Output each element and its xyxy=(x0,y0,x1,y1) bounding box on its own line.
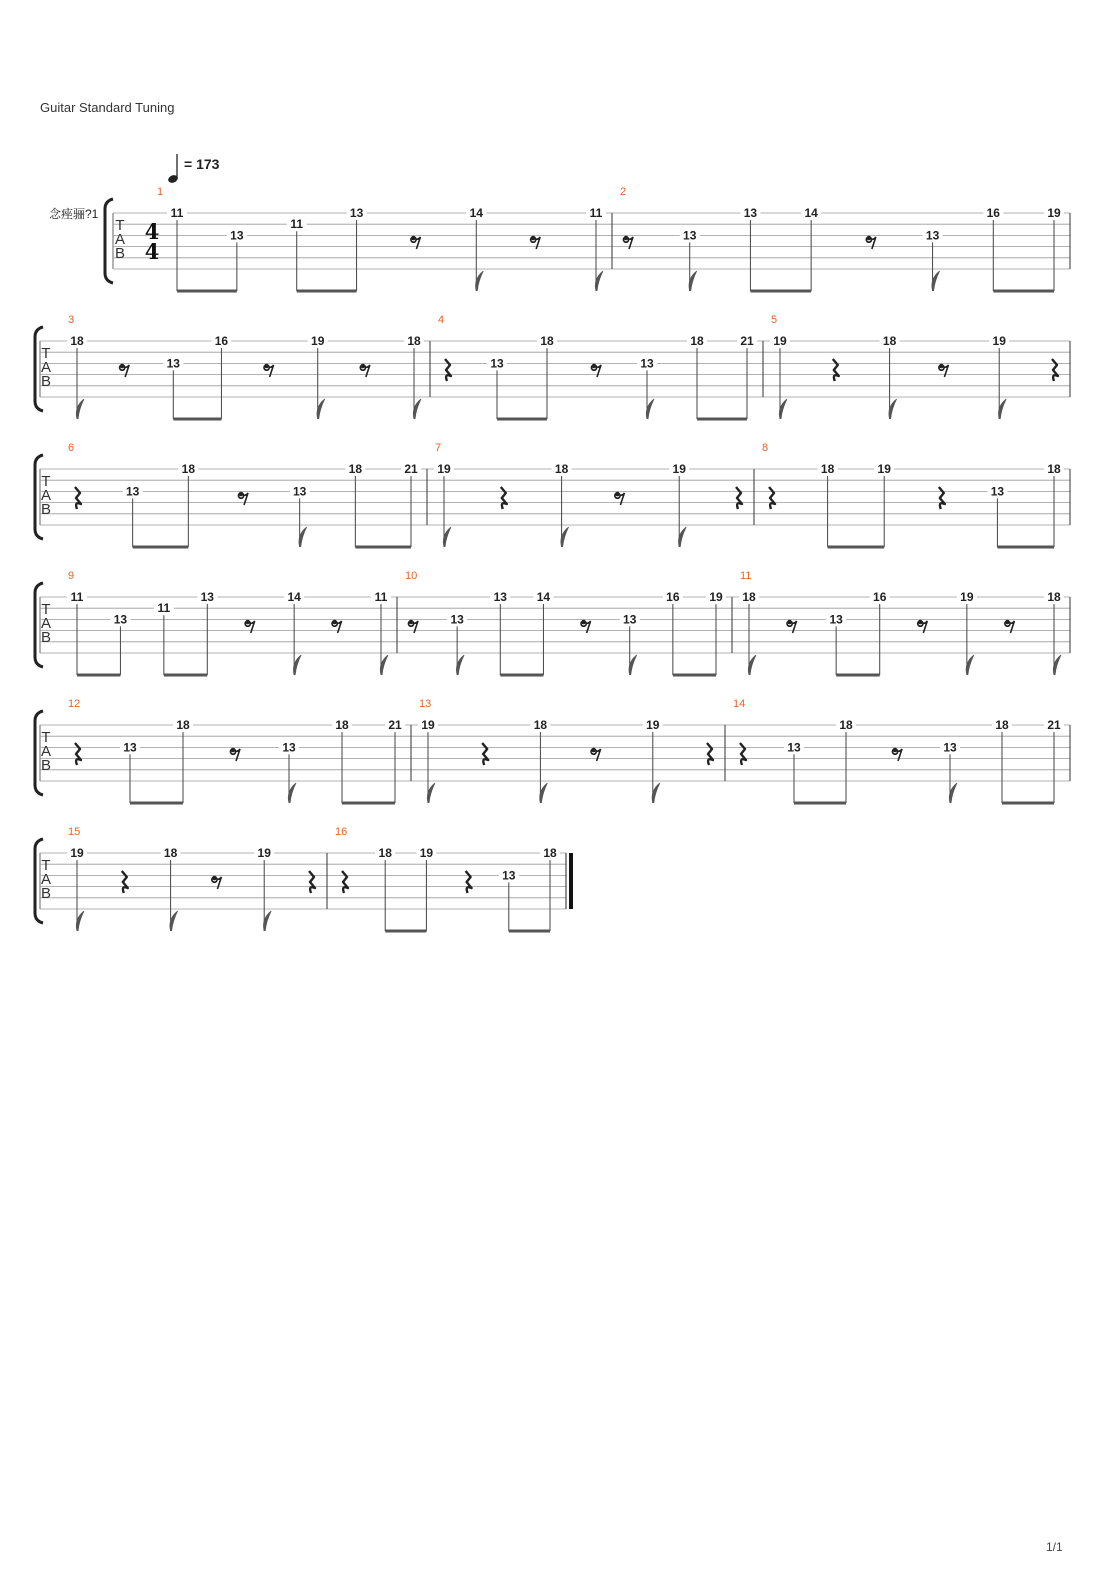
eighth-rest-dot xyxy=(1005,620,1010,625)
tab-clef-letter: B xyxy=(40,757,52,774)
eighth-rest-dot xyxy=(787,620,792,625)
fret-number: 16 xyxy=(986,206,1000,220)
eighth-rest-dot xyxy=(867,236,872,241)
fret-number: 19 xyxy=(646,718,660,732)
fret-number: 18 xyxy=(181,462,196,476)
fret-number: 18 xyxy=(176,718,190,732)
fret-number: 13 xyxy=(200,590,214,604)
eighth-rest-dot xyxy=(939,364,944,369)
fret-number: 19 xyxy=(257,846,271,860)
fret-number: 13 xyxy=(990,484,1005,499)
fret-number: 18 xyxy=(882,334,897,348)
fret-number: 13 xyxy=(829,612,843,627)
eighth-rest-dot xyxy=(591,748,596,753)
measure-number: 7 xyxy=(435,442,442,454)
fret-number: 11 xyxy=(374,590,388,604)
fret-number: 18 xyxy=(742,590,756,604)
eighth-rest-dot xyxy=(581,620,586,625)
fret-number: 11 xyxy=(157,601,171,616)
quarter-rest xyxy=(482,743,488,765)
fret-number: 16 xyxy=(666,590,680,604)
fret-number: 18 xyxy=(348,462,363,476)
tab-clef-letter: T xyxy=(41,601,51,618)
eighth-rest-dot xyxy=(231,748,236,753)
measure-number: 16 xyxy=(335,826,348,838)
measure-number: 8 xyxy=(762,442,769,454)
quarter-rest xyxy=(309,871,315,893)
quarter-rest xyxy=(122,871,128,893)
staff-bracket xyxy=(105,199,113,283)
fret-number: 18 xyxy=(1047,462,1061,476)
fret-number: 19 xyxy=(773,334,787,348)
measure-number: 3 xyxy=(68,314,75,326)
page-number: 1/1 xyxy=(1046,1540,1063,1554)
fret-number: 13 xyxy=(166,356,180,371)
fret-number: 18 xyxy=(820,462,835,476)
fret-number: 21 xyxy=(388,718,402,732)
fret-number: 13 xyxy=(450,612,464,627)
fret-number: 18 xyxy=(533,718,548,732)
fret-number: 18 xyxy=(995,718,1009,732)
measure-number: 14 xyxy=(733,698,746,710)
fret-number: 14 xyxy=(469,206,483,220)
tab-clef-letter: B xyxy=(40,629,52,646)
eighth-rest-dot xyxy=(592,364,597,369)
eighth-rest-dot xyxy=(245,620,250,625)
tab-clef-letter: T xyxy=(41,857,51,874)
tab-clef-letter: T xyxy=(41,729,51,746)
measure-number: 1 xyxy=(157,186,164,198)
fret-number: 18 xyxy=(378,846,392,860)
fret-number: 19 xyxy=(311,334,325,348)
time-signature-numerator: 4 xyxy=(144,219,160,244)
fret-number: 18 xyxy=(690,334,704,348)
eighth-rest-dot xyxy=(332,620,337,625)
fret-number: 13 xyxy=(623,612,637,627)
fret-number: 13 xyxy=(493,590,507,604)
measure-number: 12 xyxy=(68,698,81,710)
fret-number: 13 xyxy=(743,206,758,220)
measure-number: 11 xyxy=(740,570,752,582)
fret-number: 18 xyxy=(839,718,853,732)
fret-number: 18 xyxy=(1047,590,1061,604)
quarter-rest xyxy=(833,359,839,381)
tab-clef-letter: B xyxy=(40,885,52,902)
fret-number: 19 xyxy=(709,590,723,604)
quarter-rest xyxy=(75,487,81,509)
measure-number: 10 xyxy=(405,570,418,582)
fret-number: 19 xyxy=(1047,206,1061,220)
fret-number: 16 xyxy=(214,334,229,348)
fret-number: 13 xyxy=(230,228,244,243)
fret-number: 19 xyxy=(70,846,84,860)
measure-number: 15 xyxy=(68,826,81,838)
fret-number: 19 xyxy=(960,590,974,604)
fret-number: 13 xyxy=(113,612,128,627)
fret-number: 21 xyxy=(404,462,418,476)
eighth-rest-dot xyxy=(615,492,620,497)
fret-number: 18 xyxy=(540,334,554,348)
eighth-rest-dot xyxy=(531,236,536,241)
quarter-rest xyxy=(342,871,348,893)
eighth-rest-dot xyxy=(411,236,416,241)
fret-number: 19 xyxy=(419,846,434,860)
fret-number: 13 xyxy=(123,740,137,755)
eighth-rest-dot xyxy=(624,236,629,241)
eighth-rest-dot xyxy=(918,620,923,625)
fret-number: 11 xyxy=(70,590,84,604)
fret-number: 13 xyxy=(282,740,296,755)
quarter-rest xyxy=(501,487,507,509)
quarter-rest xyxy=(445,359,451,381)
tab-clef-letter: A xyxy=(40,359,52,376)
fret-number: 19 xyxy=(421,718,435,732)
fret-number: 13 xyxy=(349,206,364,220)
fret-number: 13 xyxy=(683,228,697,243)
tab-clef-letter: B xyxy=(40,501,52,518)
fret-number: 14 xyxy=(536,590,551,604)
fret-number: 13 xyxy=(292,484,307,499)
tab-clef-letter: B xyxy=(114,245,126,262)
quarter-rest xyxy=(1052,359,1058,381)
fret-number: 11 xyxy=(589,206,603,220)
time-signature-denominator: 4 xyxy=(144,239,160,264)
tab-clef-letter: A xyxy=(114,231,126,248)
fret-number: 13 xyxy=(640,356,654,371)
tab-clef-letter: T xyxy=(41,345,51,362)
tab-clef-letter: A xyxy=(40,743,52,760)
measure-number: 5 xyxy=(771,314,778,326)
fret-number: 16 xyxy=(873,590,887,604)
fret-number: 19 xyxy=(992,334,1006,348)
fret-number: 13 xyxy=(125,484,140,499)
fret-number: 14 xyxy=(804,206,818,220)
tab-clef-letter: A xyxy=(40,871,52,888)
fret-number: 21 xyxy=(1047,718,1061,732)
eighth-rest-dot xyxy=(893,748,898,753)
fret-number: 19 xyxy=(672,462,686,476)
tab-clef-letter: T xyxy=(115,217,125,234)
fret-number: 13 xyxy=(502,868,516,883)
eighth-rest-dot xyxy=(212,876,217,881)
quarter-rest xyxy=(466,871,472,893)
fret-number: 18 xyxy=(163,846,178,860)
quarter-rest xyxy=(939,487,945,509)
fret-number: 13 xyxy=(925,228,940,243)
tab-clef-letter: A xyxy=(40,615,52,632)
fret-number: 13 xyxy=(943,740,957,755)
quarter-rest xyxy=(769,487,775,509)
final-barline-thick xyxy=(569,853,573,909)
quarter-rest xyxy=(740,743,746,765)
quarter-rest xyxy=(707,743,713,765)
measure-number: 13 xyxy=(419,698,432,710)
eighth-rest-dot xyxy=(239,492,244,497)
measure-number: 2 xyxy=(620,186,627,198)
tab-clef-letter: T xyxy=(41,473,51,490)
tempo-marking: = 173 xyxy=(184,156,220,172)
tab-clef-letter: A xyxy=(40,487,52,504)
fret-number: 13 xyxy=(490,356,504,371)
eighth-rest-dot xyxy=(409,620,414,625)
eighth-rest-dot xyxy=(264,364,269,369)
measure-number: 4 xyxy=(438,314,445,326)
measure-number: 6 xyxy=(68,442,75,454)
measure-number: 9 xyxy=(68,570,75,582)
fret-number: 11 xyxy=(170,206,184,220)
fret-number: 19 xyxy=(877,462,891,476)
eighth-rest-dot xyxy=(120,364,125,369)
fret-number: 18 xyxy=(407,334,421,348)
track-name: 念痤骊?1 xyxy=(49,207,99,221)
tab-clef-letter: B xyxy=(40,373,52,390)
fret-number: 11 xyxy=(290,217,304,232)
quarter-rest xyxy=(736,487,742,509)
fret-number: 18 xyxy=(335,718,349,732)
fret-number: 14 xyxy=(287,590,301,604)
fret-number: 13 xyxy=(787,740,801,755)
tuning-label: Guitar Standard Tuning xyxy=(40,100,175,115)
fret-number: 18 xyxy=(70,334,84,348)
fret-number: 18 xyxy=(554,462,569,476)
fret-number: 19 xyxy=(437,462,451,476)
quarter-rest xyxy=(75,743,81,765)
fret-number: 18 xyxy=(543,846,557,860)
fret-number: 21 xyxy=(740,334,754,348)
eighth-rest-dot xyxy=(361,364,366,369)
